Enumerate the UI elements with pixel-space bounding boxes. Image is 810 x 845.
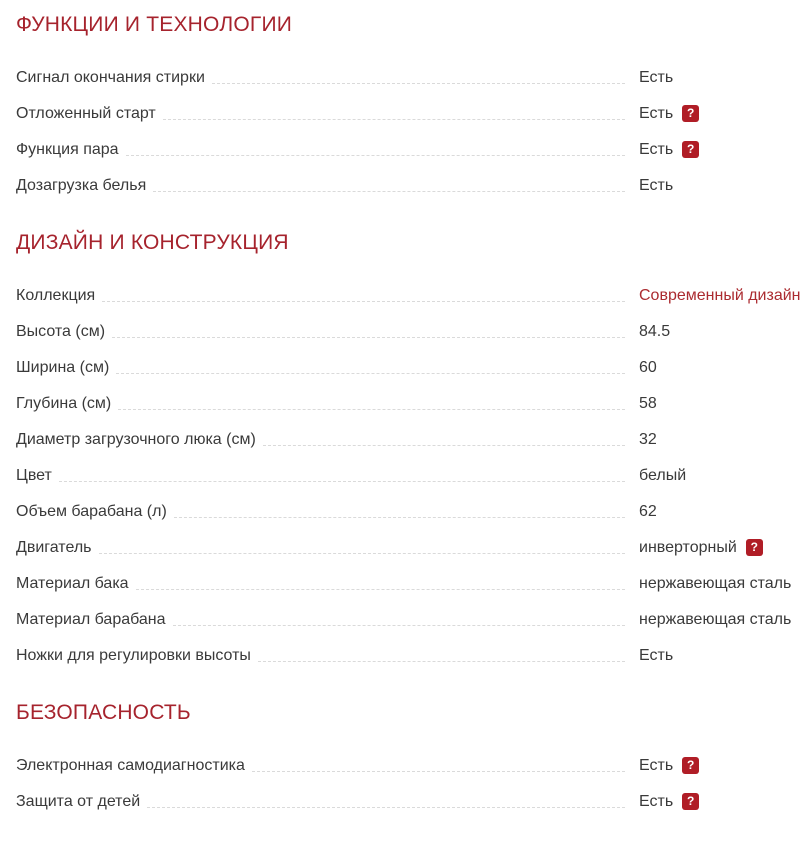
spec-row xyxy=(16,646,797,665)
spec-label: Дозагрузка белья xyxy=(16,177,147,194)
spec-row xyxy=(16,176,797,195)
spec-row xyxy=(16,538,797,557)
dotted-leader xyxy=(116,373,625,374)
spec-value-wrap xyxy=(639,466,797,485)
spec-value: 62 xyxy=(639,503,657,520)
spec-label: Высота (см) xyxy=(16,323,106,340)
dotted-leader xyxy=(126,155,625,156)
spec-row xyxy=(16,502,797,521)
spec-label: Глубина (см) xyxy=(16,395,112,412)
spec-value-wrap xyxy=(639,176,797,195)
dotted-leader xyxy=(99,553,626,554)
dotted-leader xyxy=(163,119,625,120)
spec-value: инверторный xyxy=(639,539,737,556)
dotted-leader xyxy=(173,625,625,626)
spec-value-wrap xyxy=(639,140,797,159)
spec-row xyxy=(16,574,797,593)
spec-row xyxy=(16,286,801,305)
spec-value: белый xyxy=(639,467,687,484)
spec-value: Есть xyxy=(639,141,674,158)
spec-row xyxy=(16,358,797,377)
spec-row xyxy=(16,430,797,449)
spec-row xyxy=(16,140,797,159)
spec-rows xyxy=(16,68,797,195)
spec-value: 84.5 xyxy=(639,323,671,340)
spec-value: 58 xyxy=(639,395,657,412)
spec-label: Коллекция xyxy=(16,287,96,304)
spec-label: Ширина (см) xyxy=(16,359,110,376)
spec-value-wrap xyxy=(639,792,797,811)
section-title: ДИЗАЙН И КОНСТРУКЦИЯ xyxy=(16,231,289,254)
dotted-leader xyxy=(174,517,625,518)
spec-value: нержавеющая сталь xyxy=(639,575,792,592)
dotted-leader xyxy=(258,661,625,662)
spec-label: Электронная самодиагностика xyxy=(16,757,245,774)
spec-rows xyxy=(16,286,801,665)
spec-value-wrap xyxy=(639,286,801,305)
spec-value: нержавеющая сталь xyxy=(639,611,792,628)
spec-row xyxy=(16,792,797,811)
spec-row xyxy=(16,610,797,629)
spec-value: Есть xyxy=(639,177,674,194)
spec-value: 32 xyxy=(639,431,657,448)
spec-value-wrap xyxy=(639,646,797,665)
spec-value-wrap xyxy=(639,574,797,593)
spec-section xyxy=(16,12,797,195)
help-icon[interactable]: ? xyxy=(746,539,763,556)
spec-value-wrap xyxy=(639,104,797,123)
spec-value-wrap xyxy=(639,610,797,629)
specifications-panel xyxy=(16,12,801,811)
spec-value-link[interactable]: Современный дизайн xyxy=(639,287,801,304)
spec-label: Сигнал окончания стирки xyxy=(16,69,205,86)
spec-row xyxy=(16,104,797,123)
spec-value: Есть xyxy=(639,757,674,774)
dotted-leader xyxy=(59,481,625,482)
spec-section xyxy=(16,700,797,811)
dotted-leader xyxy=(263,445,625,446)
spec-label: Защита от детей xyxy=(16,793,141,810)
spec-value-wrap xyxy=(639,394,797,413)
spec-value: Есть xyxy=(639,69,674,86)
spec-row xyxy=(16,394,797,413)
spec-label: Диаметр загрузочного люка (см) xyxy=(16,431,256,448)
dotted-leader xyxy=(147,807,625,808)
help-icon[interactable]: ? xyxy=(682,105,699,122)
dotted-leader xyxy=(118,409,625,410)
spec-value-wrap xyxy=(639,538,797,557)
spec-label: Материал барабана xyxy=(16,611,166,628)
spec-value-wrap xyxy=(639,358,797,377)
dotted-leader xyxy=(252,771,625,772)
dotted-leader xyxy=(112,337,625,338)
spec-label: Двигатель xyxy=(16,539,92,556)
spec-value: 60 xyxy=(639,359,657,376)
spec-value-wrap xyxy=(639,68,797,87)
help-icon[interactable]: ? xyxy=(682,793,699,810)
spec-label: Цвет xyxy=(16,467,52,484)
help-icon[interactable]: ? xyxy=(682,757,699,774)
spec-value: Есть xyxy=(639,105,674,122)
section-title: БЕЗОПАСНОСТЬ xyxy=(16,701,191,724)
spec-row xyxy=(16,756,797,775)
spec-value-wrap xyxy=(639,756,797,775)
spec-value: Есть xyxy=(639,647,674,664)
spec-value-wrap xyxy=(639,430,797,449)
spec-rows xyxy=(16,756,797,811)
spec-label: Объем барабана (л) xyxy=(16,503,167,520)
dotted-leader xyxy=(153,191,625,192)
spec-row xyxy=(16,466,797,485)
dotted-leader xyxy=(102,301,625,302)
section-title: ФУНКЦИИ И ТЕХНОЛОГИИ xyxy=(16,13,293,36)
help-icon[interactable]: ? xyxy=(682,141,699,158)
spec-label: Ножки для регулировки высоты xyxy=(16,647,251,664)
dotted-leader xyxy=(136,589,625,590)
spec-value: Есть xyxy=(639,793,674,810)
spec-label: Материал бака xyxy=(16,575,129,592)
spec-row xyxy=(16,322,797,341)
spec-value-wrap xyxy=(639,322,797,341)
dotted-leader xyxy=(212,83,625,84)
spec-value-wrap xyxy=(639,502,797,521)
spec-row xyxy=(16,68,797,87)
spec-label: Отложенный старт xyxy=(16,105,156,122)
spec-section xyxy=(16,230,801,665)
spec-label: Функция пара xyxy=(16,141,119,158)
